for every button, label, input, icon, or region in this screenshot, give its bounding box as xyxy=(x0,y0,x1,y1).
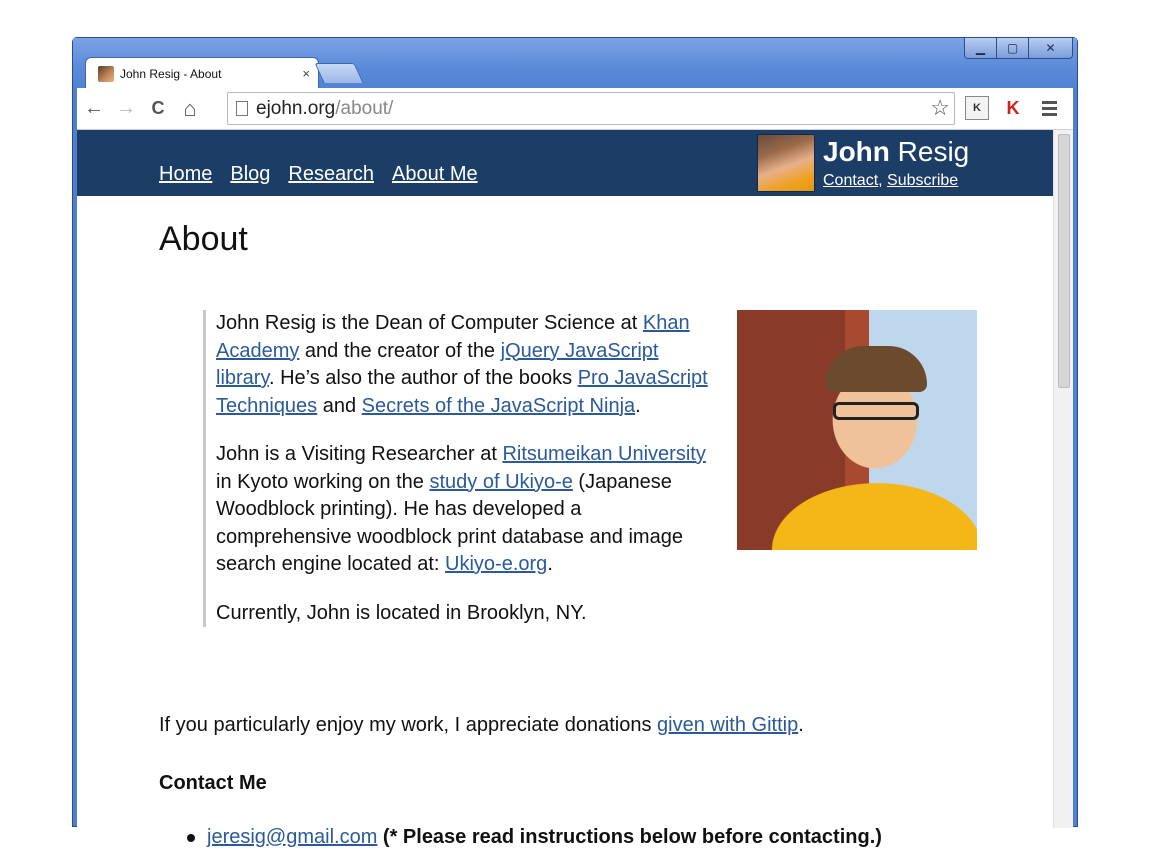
page-icon xyxy=(236,101,248,116)
donate-text: If you particularly enjoy my work, I appreciate donations xyxy=(159,714,658,736)
nav-research-link[interactable]: Research xyxy=(288,163,374,185)
header-links xyxy=(823,172,958,190)
ritsumeikan-link[interactable]: Ritsumeikan University xyxy=(502,443,706,465)
email-link[interactable]: jeresig@gmail.com xyxy=(207,826,378,848)
bio-text: . xyxy=(635,394,641,417)
bio-text: (Japanese Woodblock printing). He has developed a comprehensive woodblock print database and image search engine located at: xyxy=(216,470,683,575)
address-bar[interactable] xyxy=(227,92,955,125)
donate-end: . xyxy=(798,714,804,736)
tab-active[interactable] xyxy=(85,57,319,89)
bio-text: . xyxy=(547,553,553,575)
site-nav xyxy=(159,163,478,186)
chrome-menu-icon[interactable] xyxy=(1037,96,1061,120)
gittip-link[interactable]: given with Gittip xyxy=(657,714,799,736)
page-title: About xyxy=(159,220,248,258)
link-separator: , xyxy=(878,172,883,189)
pro-js-techniques-link[interactable]: Pro JavaScript Techniques xyxy=(216,367,708,417)
favicon-icon xyxy=(98,66,114,82)
site-header xyxy=(77,130,1053,196)
extension-k-icon[interactable]: K xyxy=(965,96,989,120)
profile-photo xyxy=(737,310,977,550)
list-item xyxy=(187,826,882,849)
donate-line xyxy=(159,714,804,737)
minimize-button[interactable]: ▁ xyxy=(964,38,997,59)
reload-icon[interactable]: C xyxy=(151,98,165,118)
bio-text: and the creator of the xyxy=(299,339,501,362)
site-owner-name[interactable] xyxy=(823,136,969,168)
bio-text: in Kyoto working on the xyxy=(216,470,430,493)
name-first: John xyxy=(823,136,890,167)
new-tab-button[interactable] xyxy=(314,63,363,83)
title-bar xyxy=(73,38,1077,88)
browser-toolbar xyxy=(77,88,1073,130)
contact-heading: Contact Me xyxy=(159,772,267,794)
avatar xyxy=(757,134,815,192)
nav-about-link[interactable]: About Me xyxy=(392,163,478,185)
window-controls xyxy=(965,38,1073,59)
back-icon[interactable]: ← xyxy=(84,97,104,119)
bio-paragraph-3: Currently, John is located in Brooklyn, NY. xyxy=(216,601,587,624)
url-path: /about/ xyxy=(335,97,394,119)
tab-close-icon[interactable]: × xyxy=(302,66,310,81)
bookmark-star-icon[interactable]: ☆ xyxy=(930,95,950,120)
scrollbar-thumb[interactable] xyxy=(1058,134,1070,388)
contact-link[interactable]: Contact xyxy=(823,172,879,189)
maximize-button[interactable]: ▢ xyxy=(996,38,1029,59)
contact-list xyxy=(187,826,882,849)
ukiyo-e-study-link[interactable]: study of Ukiyo-e xyxy=(429,470,573,493)
nav-home-link[interactable]: Home xyxy=(159,163,213,185)
ukiyo-e-org-link[interactable]: Ukiyo-e.org xyxy=(445,553,548,575)
name-last: Resig xyxy=(897,136,970,167)
nav-blog-link[interactable]: Blog xyxy=(230,163,271,185)
contact-note: (* Please read instructions below before contacting.) xyxy=(377,826,882,848)
tab-title: John Resig - About xyxy=(120,66,222,81)
bio-blockquote xyxy=(203,310,973,627)
photo-glasses-shape xyxy=(833,402,919,420)
home-icon[interactable]: ⌂ xyxy=(183,95,197,121)
bio-text: . He’s also the author of the books xyxy=(268,367,578,389)
bio-text: John Resig is the Dean of Computer Science at xyxy=(216,312,643,334)
url-host: ejohn.org xyxy=(256,97,336,119)
bio-text: John is a Visiting Researcher at xyxy=(216,443,503,465)
khan-academy-link[interactable]: Khan Academy xyxy=(216,312,690,362)
browser-window xyxy=(72,37,1078,848)
forward-icon[interactable]: → xyxy=(116,97,136,119)
bullet-icon xyxy=(187,834,195,842)
subscribe-link[interactable]: Subscribe xyxy=(887,172,959,189)
close-window-button[interactable]: ✕ xyxy=(1028,38,1073,59)
jquery-link[interactable]: jQuery JavaScript library xyxy=(216,339,659,389)
kaspersky-extension-icon[interactable]: K xyxy=(1006,97,1020,118)
bio-text: and xyxy=(317,394,362,417)
scrollbar[interactable] xyxy=(1053,130,1073,828)
photo-hair-shape xyxy=(825,346,927,392)
page-viewport xyxy=(77,130,1073,848)
js-ninja-link[interactable]: Secrets of the JavaScript Ninja xyxy=(361,394,636,417)
